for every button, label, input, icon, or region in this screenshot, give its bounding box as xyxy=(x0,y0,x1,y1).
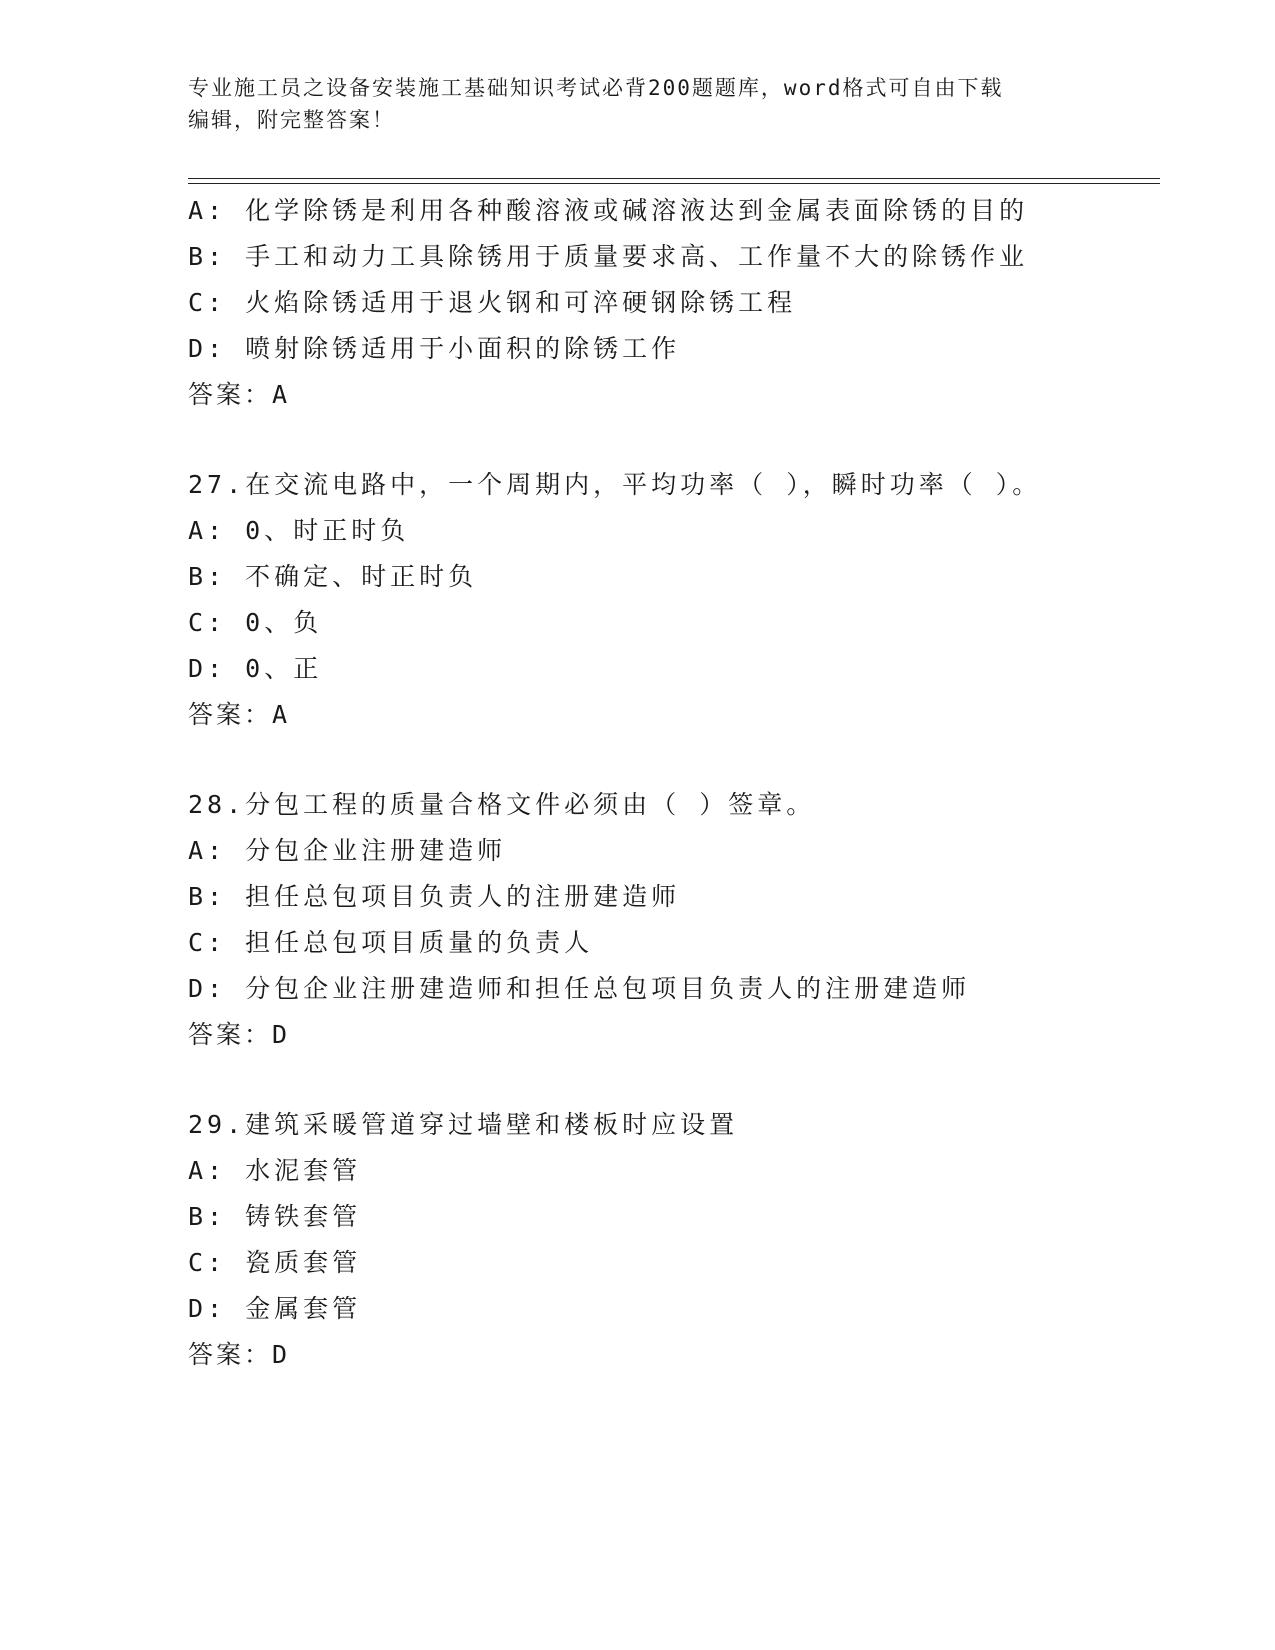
question-29 xyxy=(188,1102,1160,1378)
option-a: A: 水泥套管 xyxy=(188,1156,362,1185)
option-d: D: 喷射除锈适用于小面积的除锈工作 xyxy=(188,334,681,363)
answer-line: 答案：D xyxy=(188,1340,291,1369)
option-b: B: 不确定、时正时负 xyxy=(188,562,478,591)
option-a: A: 0、时正时负 xyxy=(188,516,410,545)
option-c: C: 瓷质套管 xyxy=(188,1248,362,1277)
question-27 xyxy=(188,462,1160,738)
answer-line: 答案：D xyxy=(188,1020,291,1049)
option-b: B: 手工和动力工具除锈用于质量要求高、工作量不大的除锈作业 xyxy=(188,242,1029,271)
option-c: C: 0、负 xyxy=(188,608,323,637)
question-28 xyxy=(188,782,1160,1058)
option-d: D: 0、正 xyxy=(188,654,323,683)
option-d: D: 分包企业注册建造师和担任总包项目负责人的注册建造师 xyxy=(188,974,971,1003)
header-title-line-2: 编辑，附完整答案！ xyxy=(188,108,395,132)
document-header xyxy=(188,72,1088,136)
answer-line: 答案：A xyxy=(188,700,291,729)
option-b: B: 铸铁套管 xyxy=(188,1202,362,1231)
header-double-rule xyxy=(188,178,1160,184)
option-a: A: 化学除锈是利用各种酸溶液或碱溶液达到金属表面除锈的目的 xyxy=(188,196,1029,225)
question-text: 29.建筑采暖管道穿过墙壁和楼板时应设置 xyxy=(188,1110,739,1139)
question-text: 27.在交流电路中，一个周期内，平均功率（ ），瞬时功率（ ）。 xyxy=(188,470,1042,499)
option-b: B: 担任总包项目负责人的注册建造师 xyxy=(188,882,681,911)
question-26 xyxy=(188,188,1160,418)
option-c: C: 火焰除锈适用于退火钢和可淬硬钢除锈工程 xyxy=(188,288,797,317)
question-list xyxy=(188,188,1160,1378)
option-a: A: 分包企业注册建造师 xyxy=(188,836,507,865)
answer-line: 答案：A xyxy=(188,380,291,409)
option-c: C: 担任总包项目质量的负责人 xyxy=(188,928,594,957)
question-text: 28.分包工程的质量合格文件必须由（ ）签章。 xyxy=(188,790,816,819)
option-d: D: 金属套管 xyxy=(188,1294,362,1323)
header-title-line-1: 专业施工员之设备安装施工基础知识考试必背200题题库，word格式可自由下载 xyxy=(188,76,1004,100)
